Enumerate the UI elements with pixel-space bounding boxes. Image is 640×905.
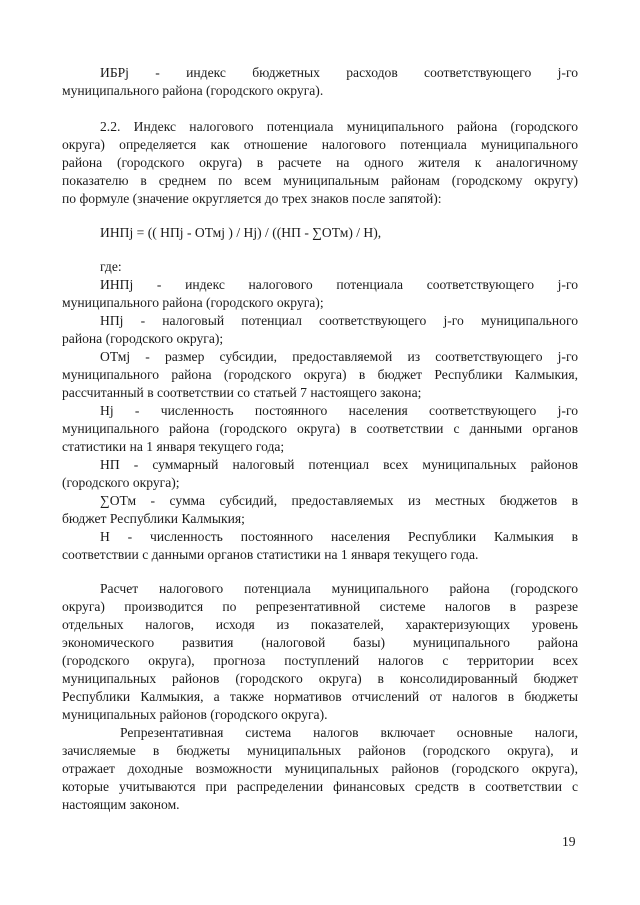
text-line: экономического развития (налоговой базы) муниципального района bbox=[62, 635, 578, 650]
text-line: которые учитываются при распределении финансовых средств в соответствии с bbox=[62, 779, 578, 794]
page-number: 19 bbox=[562, 834, 576, 849]
text-line: Н - численность постоянного населения Республики Калмыкия в bbox=[100, 529, 578, 544]
text-line: настоящим законом. bbox=[62, 797, 180, 812]
text-line: ОТмj - размер субсидии, предоставляемой из соответствующего j-го bbox=[100, 349, 578, 364]
text-line: рассчитанный в соответствии со статьей 7 настоящего закона; bbox=[62, 385, 422, 400]
text-line: муниципального района (городского округа) в соответствии с данными органов bbox=[62, 421, 578, 436]
text-line: ИНПj - индекс налогового потенциала соответствующего j-го bbox=[100, 277, 578, 292]
text-line: отражает доходные возможности муниципальных районов (городского округа), bbox=[62, 761, 578, 776]
text-line: Республики Калмыкия, а также нормативов отчислений от налогов в бюджеты bbox=[62, 689, 578, 704]
text-line: показателю в среднем по всем муниципальным районам (городскому округу) bbox=[62, 173, 578, 188]
text-line: муниципальных районов (городского округа) в консолидированный бюджет bbox=[62, 671, 578, 686]
text-line: где: bbox=[100, 259, 122, 274]
text-line: муниципальных районов (городского округа). bbox=[62, 707, 328, 722]
text-line: ∑ОТм - сумма субсидий, предоставляемых из местных бюджетов в bbox=[100, 493, 578, 508]
text-line: НП - суммарный налоговый потенциал всех муниципальных районов bbox=[100, 457, 578, 472]
text-line: бюджет Республики Калмыкия; bbox=[62, 511, 245, 526]
text-line: (городского округа); bbox=[62, 475, 180, 490]
text-line: округа) определяется как отношение налогового потенциала муниципального bbox=[62, 137, 578, 152]
text-line: отдельных налогов, исходя из показателей, характеризующих уровень bbox=[62, 617, 578, 632]
text-line: статистики на 1 января текущего года; bbox=[62, 439, 285, 454]
text-line: муниципального района (городского округа). bbox=[62, 83, 324, 98]
text-line: НПj - налоговый потенциал соответствующего j-го муниципального bbox=[100, 313, 578, 328]
text-line: района (городского округа) в расчете на одного жителя к аналогичному bbox=[62, 155, 578, 170]
text-line: соответствии с данными органов статистики на 1 января текущего года. bbox=[62, 547, 479, 562]
text-line: 2.2. Индекс налогового потенциала муниципального района (городского bbox=[100, 119, 578, 134]
text-line: (городского округа), прогноза поступлений налогов с территории всех bbox=[62, 653, 578, 668]
text-line: Расчет налогового потенциала муниципального района (городского bbox=[100, 581, 578, 596]
text-line: ИБРj - индекс бюджетных расходов соответствующего j-го bbox=[100, 65, 578, 80]
text-line: муниципального района (городского округа) в бюджет Республики Калмыкия, bbox=[62, 367, 578, 382]
text-line: Нj - численность постоянного населения соответствующего j-го bbox=[100, 403, 578, 418]
text-line: по формуле (значение округляется до трех знаков после запятой): bbox=[62, 191, 442, 206]
text-line: зачисляемые в бюджеты муниципальных районов (городского округа), и bbox=[62, 743, 578, 758]
text-line: района (городского округа); bbox=[62, 331, 224, 346]
text-line: муниципального района (городского округа); bbox=[62, 295, 324, 310]
formula: ИНПj = (( НПj - ОТмj ) / Нj) / ((НП - ∑ОТм) / Н), bbox=[100, 225, 382, 240]
text-line: Репрезентативная система налогов включает основные налоги, bbox=[120, 725, 578, 740]
text-line: округа) производится по репрезентативной системе налогов в разрезе bbox=[62, 599, 578, 614]
